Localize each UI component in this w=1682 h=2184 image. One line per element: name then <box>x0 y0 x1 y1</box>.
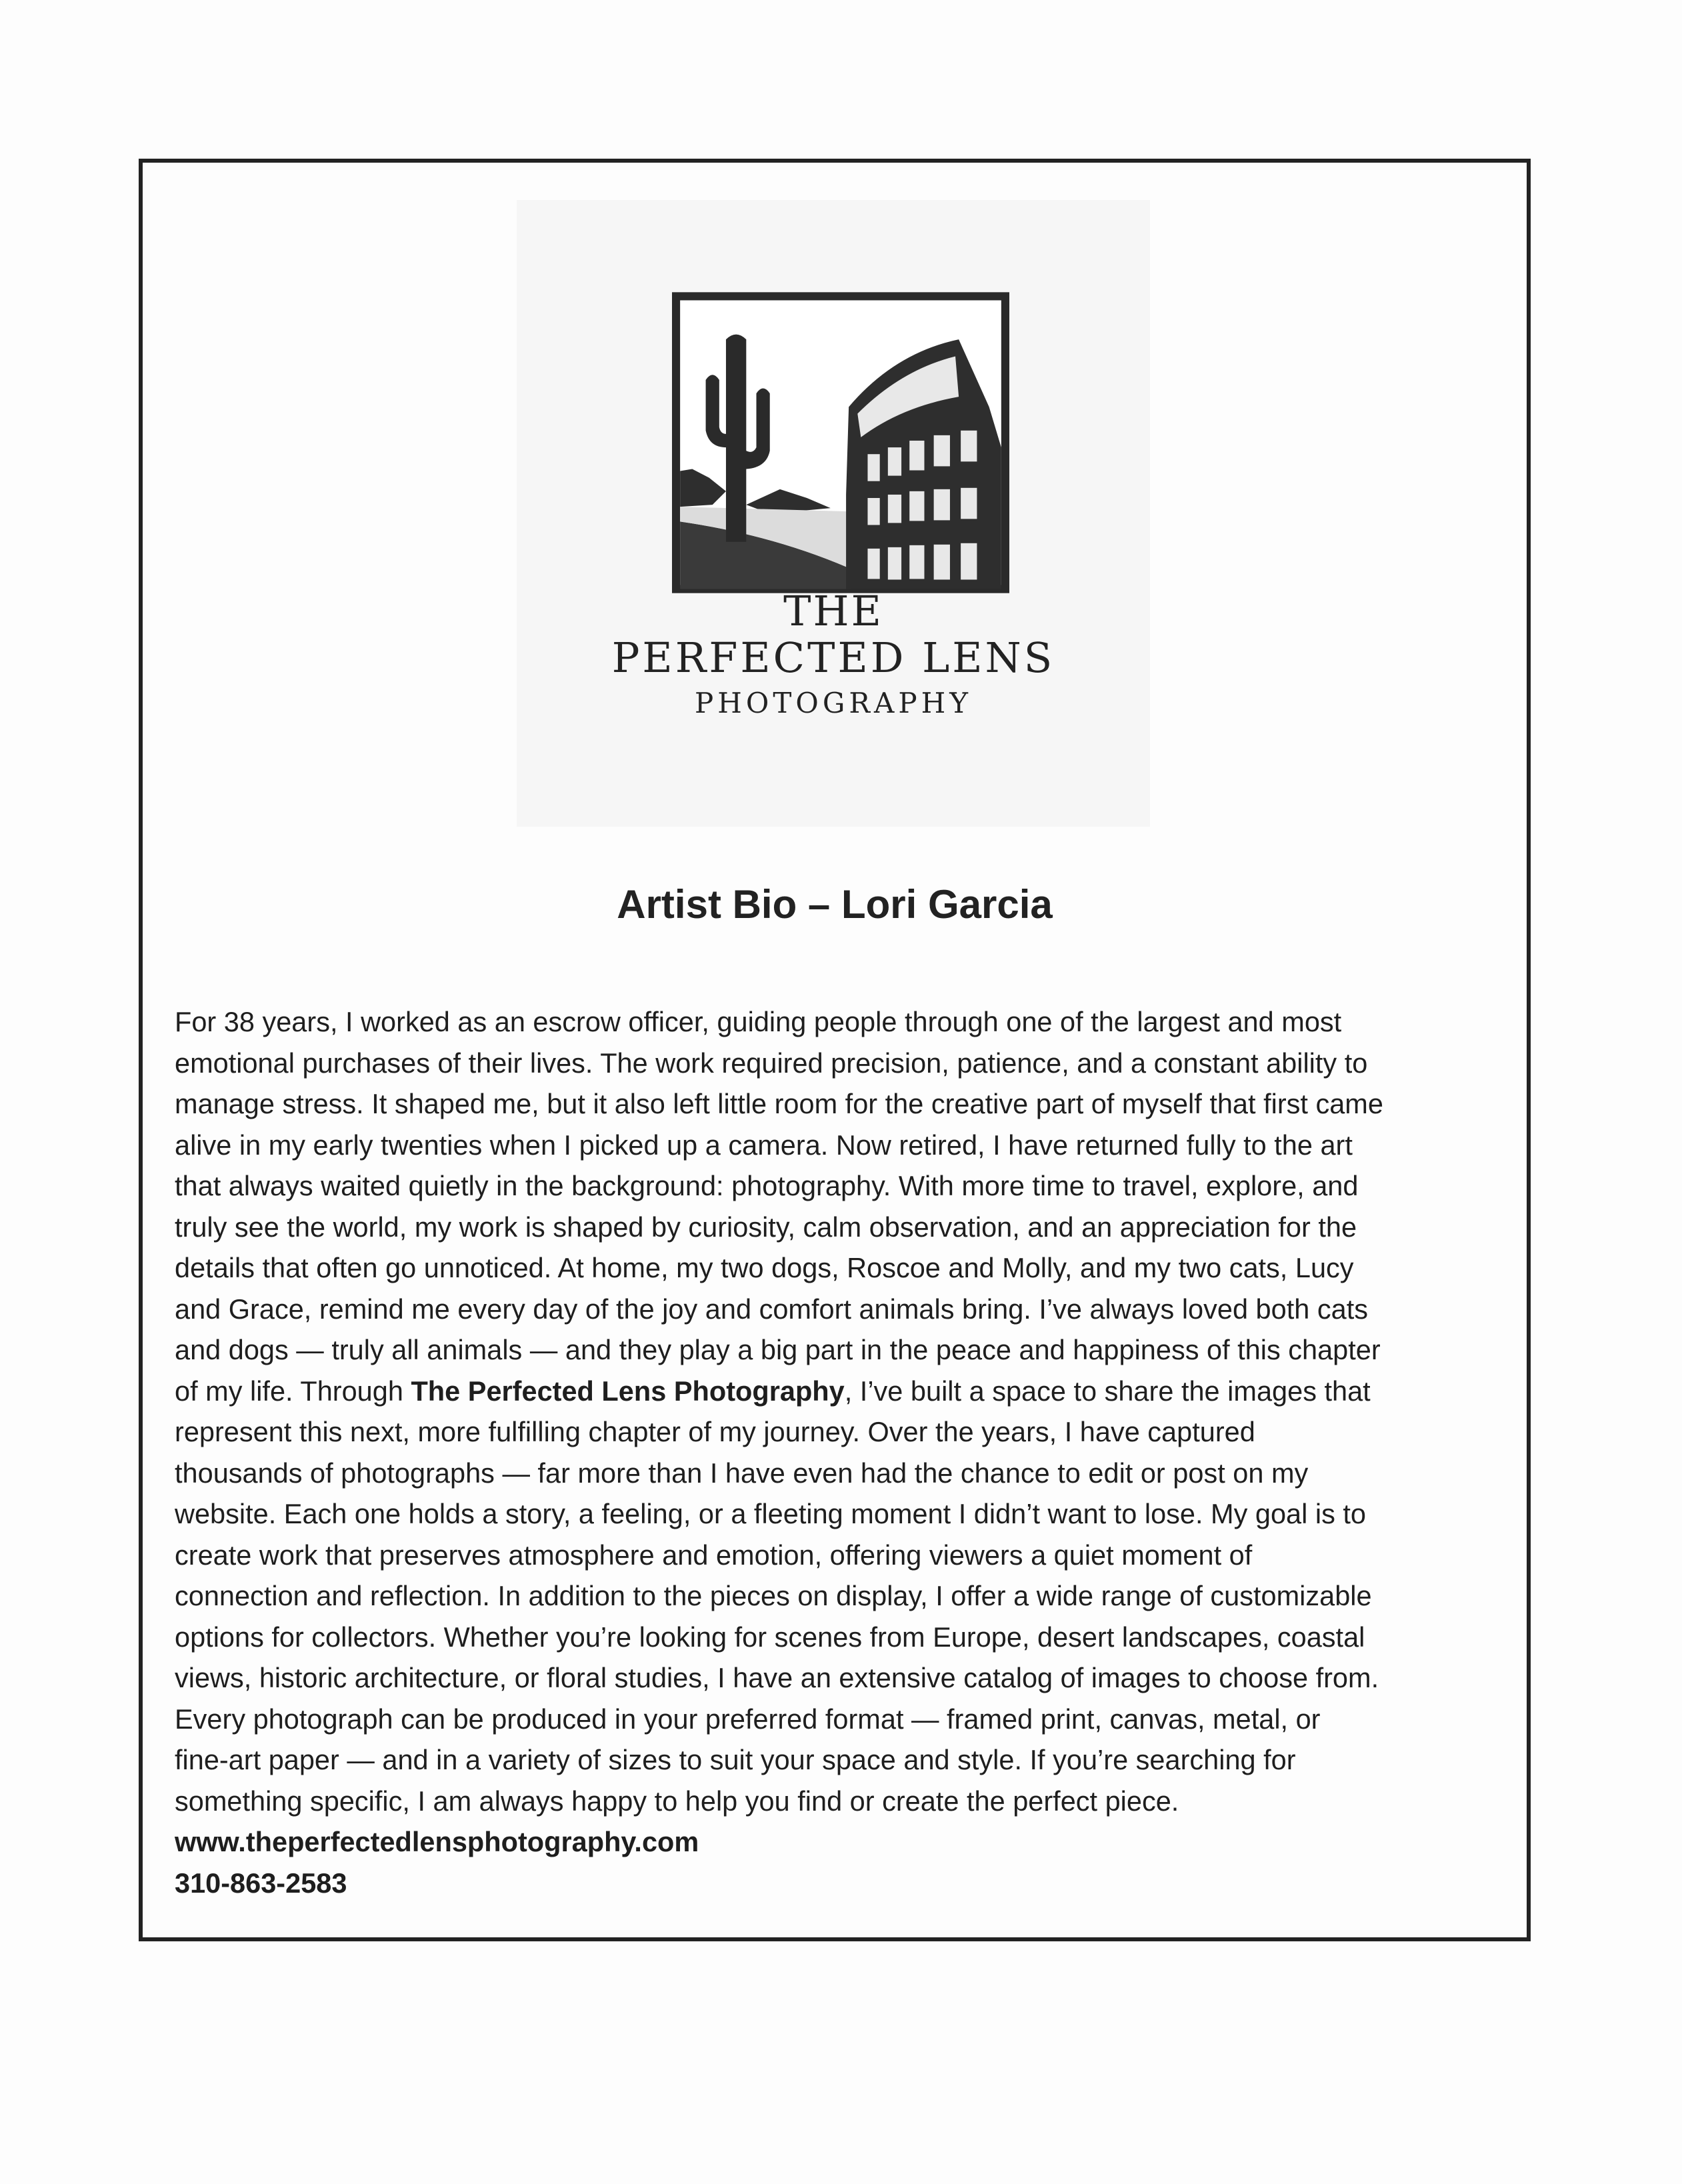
bio-line: options for collectors. Whether you’re looking for scenes from Europe, desert landscapes, coastal <box>175 1621 1365 1653</box>
bio-line <box>175 1371 1383 1412</box>
bio-line: manage stress. It shaped me, but it also left little room for the creative part of myself that first came <box>175 1088 1383 1119</box>
bio-line: Every photograph can be produced in your preferred format — framed print, canvas, metal, or <box>175 1703 1321 1735</box>
phone-number: 310-863-2583 <box>175 1867 347 1899</box>
bio-line: alive in my early twenties when I picked up a camera. Now retired, I have returned fully to the art <box>175 1129 1353 1161</box>
bio-line: and dogs — truly all animals — and they play a big part in the peace and happiness of this chapter <box>175 1334 1381 1365</box>
bio-line: For 38 years, I worked as an escrow officer, guiding people through one of the largest and most <box>175 1006 1342 1037</box>
logo-text-perfected-lens: PERFECTED LENS <box>611 633 1055 682</box>
bio-line: truly see the world, my work is shaped by curiosity, calm observation, and an appreciation for the <box>175 1211 1357 1243</box>
bio-line: website. Each one holds a story, a feeling, or a fleeting moment I didn’t want to lose. My goal is to <box>175 1498 1366 1529</box>
bio-line: connection and reflection. In addition to the pieces on display, I offer a wide range of customizable <box>175 1580 1372 1611</box>
bio-line: and Grace, remind me every day of the joy and comfort animals bring. I’ve always loved both cats <box>175 1293 1368 1325</box>
bio-text-segment: , I’ve built a space to share the images that <box>844 1375 1371 1407</box>
logo-text-the: THE <box>783 587 883 635</box>
bio-text <box>175 1001 1383 1903</box>
bio-line: that always waited quietly in the background: photography. With more time to travel, explore, and <box>175 1170 1359 1201</box>
business-name: The Perfected Lens Photography <box>411 1375 845 1407</box>
bio-text-segment: of my life. Through <box>175 1375 411 1407</box>
cactus-colosseum-logo-icon <box>672 292 1009 593</box>
page-title: Artist Bio – Lori Garcia <box>617 882 1053 927</box>
logo-text-photography: PHOTOGRAPHY <box>695 687 972 719</box>
bio-line: represent this next, more fulfilling chapter of my journey. Over the years, I have captured <box>175 1416 1255 1447</box>
bio-line: create work that preserves atmosphere and emotion, offering viewers a quiet moment of <box>175 1539 1253 1571</box>
bio-line: views, historic architecture, or floral studies, I have an extensive catalog of images to choose from. <box>175 1662 1379 1693</box>
bio-line: fine-art paper — and in a variety of sizes to suit your space and style. If you’re searching for <box>175 1744 1296 1775</box>
bio-line: details that often go unnoticed. At home, my two dogs, Roscoe and Molly, and my two cats, Lucy <box>175 1252 1354 1283</box>
bio-line: thousands of photographs — far more than I have even had the chance to edit or post on my <box>175 1457 1309 1489</box>
bio-line: something specific, I am always happy to help you find or create the perfect piece. <box>175 1785 1179 1817</box>
bio-line: emotional purchases of their lives. The work required precision, patience, and a constant ability to <box>175 1047 1368 1079</box>
website-link[interactable]: www.theperfectedlensphotography.com <box>175 1826 699 1857</box>
